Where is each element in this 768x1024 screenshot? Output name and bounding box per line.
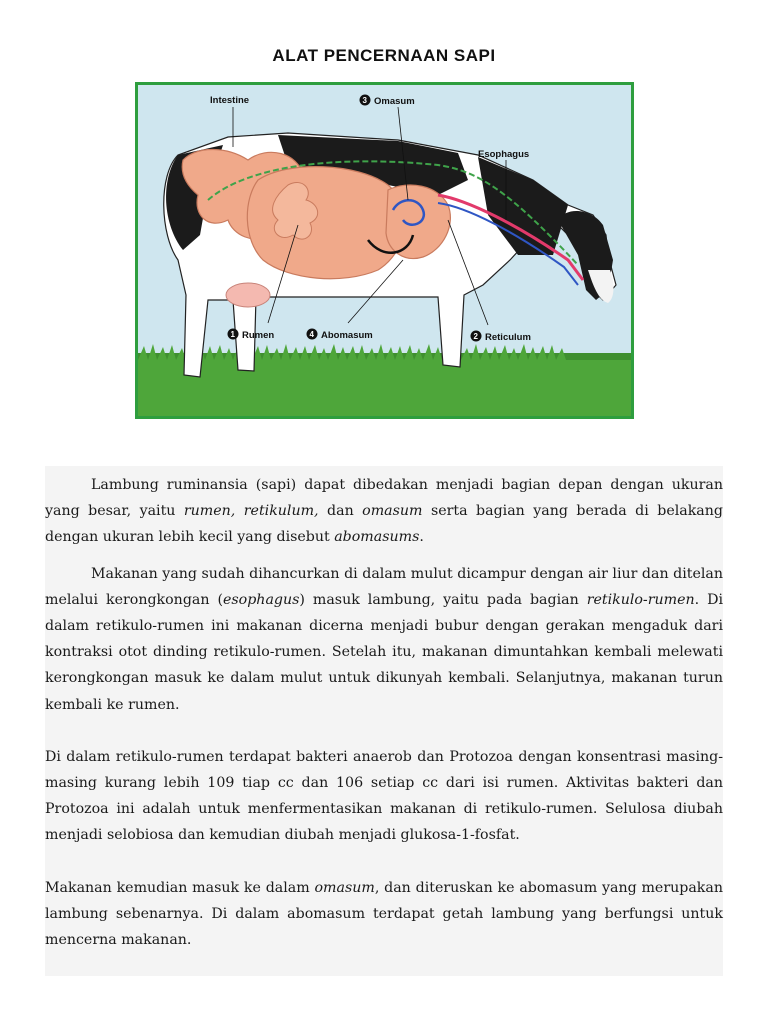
p4-term-omasum: omasum	[314, 879, 375, 896]
p2-term-esophagus: esophagus	[223, 591, 300, 608]
number-rumen: 1	[230, 330, 235, 339]
p1-text-a: Lambung ruminansia (sapi) dapat dibedakan menjadi bagian depan dengan ukuran yang besar, yaitu	[45, 477, 723, 520]
rumen-organ	[247, 167, 404, 279]
cow-udder	[226, 283, 270, 307]
p1-text-d: .	[419, 529, 424, 546]
paragraph-4	[45, 875, 723, 954]
number-abomasum: 4	[309, 330, 314, 339]
label-reticulum: Reticulum	[485, 332, 531, 343]
cow-digestive-diagram	[135, 82, 634, 419]
label-omasum: Omasum	[374, 96, 415, 107]
paragraph-1	[45, 472, 723, 551]
p2-text-a: Makanan yang sudah dihancurkan di dalam mulut dicampur dengan air liur dan ditelan melalui kerongkongan (	[45, 565, 723, 608]
label-abomasum: Abomasum	[321, 330, 373, 341]
p2-text-b: ) masuk lambung, yaitu pada bagian	[299, 591, 587, 608]
paragraph-2	[45, 561, 723, 718]
p1-text-b: dan	[318, 503, 363, 520]
p4-text-b: , dan diteruskan ke abomasum yang merupakan lambung sebenarnya. Di dalam abomasum terdapat getah lambung yang berfungsi untuk mencerna makanan.	[45, 879, 723, 949]
p1-term-rumen-retikulum: rumen, retikulum,	[183, 503, 319, 520]
label-esophagus: Esophagus	[478, 149, 530, 160]
p2-term-retikulo-rumen: retikulo-rumen	[586, 591, 695, 608]
p1-term-abomasums: abomasums	[334, 529, 420, 546]
label-intestine: Intestine	[210, 95, 250, 106]
diagram-illustration	[138, 85, 631, 416]
p2-text-c: . Di dalam retikulo-rumen ini makanan dicerna menjadi bubur dengan gerakan mengaduk dari kontraksi otot dinding retikulo-rumen. Setelah itu, makanan dimuntahkan kembali melewati kerongkongan masuk ke dalam mulut untuk dikunyah kembali. Selanjutnya, makanan turun kembali ke rumen.	[45, 591, 724, 713]
number-reticulum: 2	[473, 332, 478, 341]
number-omasum: 3	[362, 96, 367, 105]
page-title: ALAT PENCERNAAN SAPI	[272, 46, 496, 65]
paragraph-3: Di dalam retikulo-rumen terdapat bakteri anaerob dan Protozoa dengan konsentrasi masing-masing kurang lebih 109 tiap cc dan 106 setiap cc dari isi rumen. Aktivitas bakteri dan Protozoa ini adalah untuk menfermentasikan makanan di retikulo-rumen. Selulosa diubah menjadi selobiosa dan kemudian diubah menjadi glukosa-1-fosfat.	[45, 748, 723, 844]
label-rumen: Rumen	[242, 330, 275, 341]
p1-text-c: serta bagian yang berada di belakang dengan ukuran lebih kecil yang disebut	[45, 503, 723, 546]
p4-text-a: Makanan kemudian masuk ke dalam	[45, 879, 315, 896]
p1-term-omasum: omasum	[362, 503, 423, 520]
article-body	[45, 466, 723, 976]
